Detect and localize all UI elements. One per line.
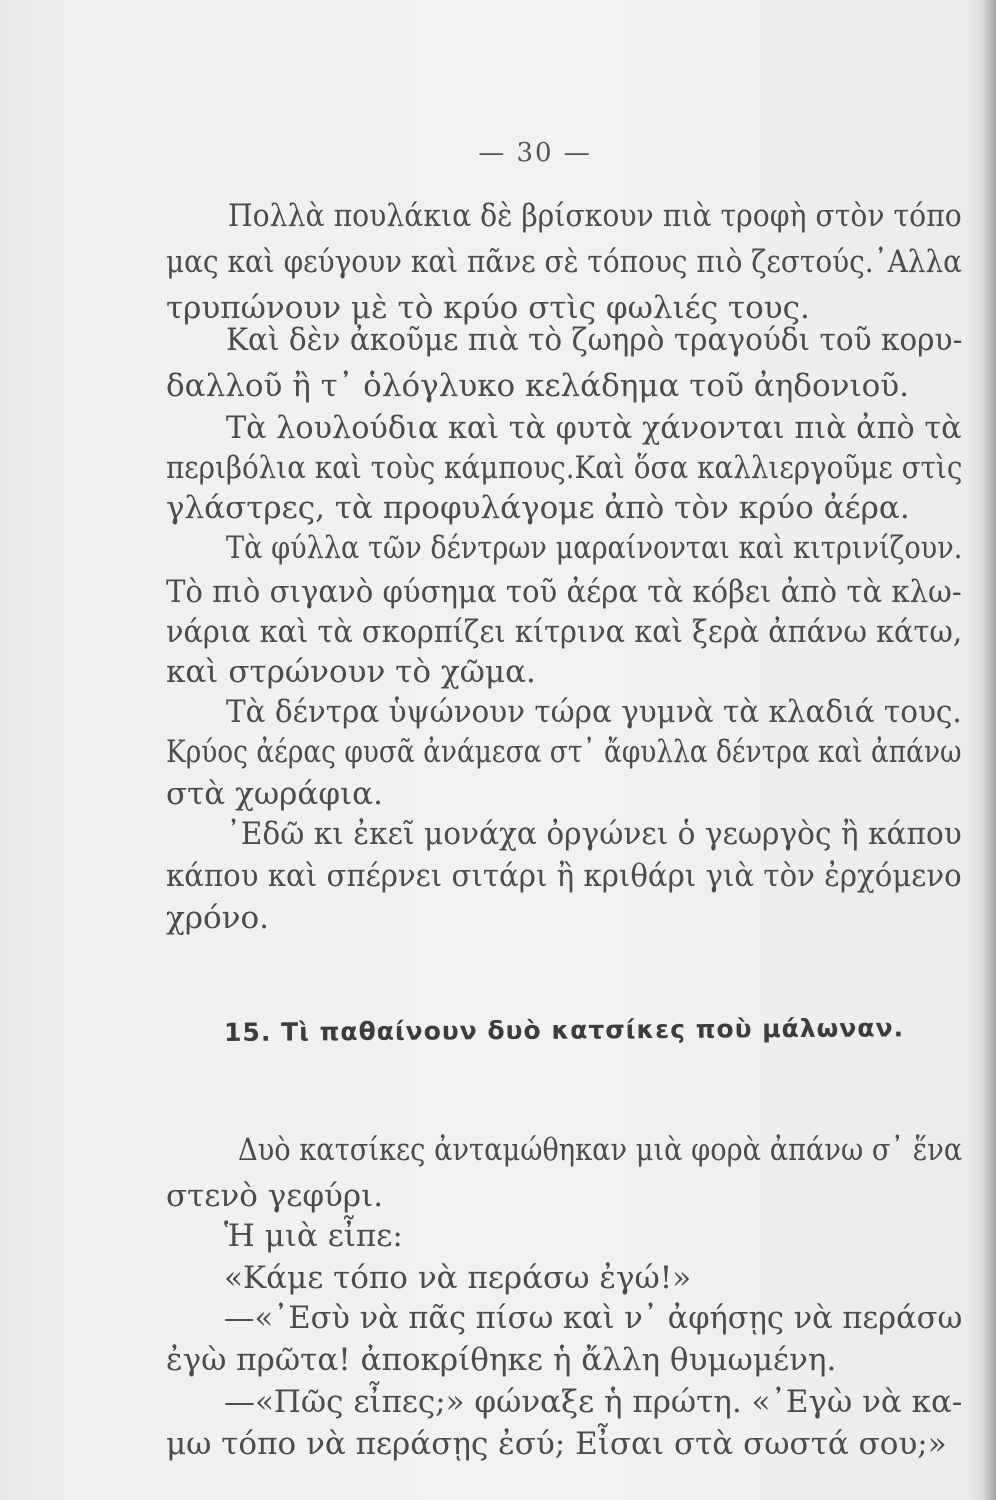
page-edge-shadow	[968, 0, 996, 1500]
text-line: —«Πῶς εἶπες;» φώναξε ἡ πρώτη. «᾿Εγὼ νὰ κα-	[224, 1384, 963, 1420]
text-line: μας καὶ φεύγουν καὶ πᾶνε σὲ τόπους πιὸ ζεστούς.᾿Αλλα	[166, 244, 963, 280]
text-line: ᾿Εδῶ κι ἐκεῖ μονάχα ὀργώνει ὁ γεωργὸς ἢ κάπου	[226, 816, 962, 852]
text-line: ἐγὼ πρῶτα! ἀποκρίθηκε ἡ ἄλλη θυμωμένη.	[166, 1342, 837, 1378]
text-line: δαλλοῦ ἢ τ᾿ ὁλόγλυκο κελάδημα τοῦ ἀηδονιοῦ.	[166, 368, 909, 404]
text-line: Τὰ φύλλα τῶν δέντρων μαραίνονται καὶ κιτρινίζουν.	[226, 530, 963, 566]
text-line: γλάστρες, τὰ προφυλάγομε ἀπὸ τὸν κρύο ἀέρα.	[166, 490, 910, 526]
text-line: τρυπώνουν μὲ τὸ κρύο στὶς φωλιές τους.	[166, 290, 810, 326]
text-line: Τὸ πιὸ σιγανὸ φύσημα τοῦ ἀέρα τὰ κόβει ἀπὸ τὰ κλω-	[166, 574, 962, 610]
text-line: Κρύος ἀέρας φυσᾶ ἀνάμεσα στ᾿ ἄφυλλα δέντρα καὶ ἀπάνω	[166, 734, 962, 770]
text-line: Πολλὰ πουλάκια δὲ βρίσκουν πιὰ τροφὴ στὸν τόπο	[228, 198, 962, 234]
page-number: — 30 —	[478, 138, 592, 168]
text-line: Ἡ μιὰ εἶπε:	[224, 1218, 403, 1254]
text-line: χρόνο.	[166, 900, 270, 936]
text-line: «Κάμε τόπο νὰ περάσω ἐγώ!»	[224, 1260, 692, 1296]
text-line: Τὰ δέντρα ὑψώνουν τώρα γυμνὰ τὰ κλαδιά τους.	[226, 694, 962, 730]
text-line: στενὸ γεφύρι.	[166, 1178, 384, 1214]
text-line: μω τόπο νὰ περάσῃς ἐσύ; Εἶσαι στὰ σωστά σου;»	[166, 1426, 947, 1462]
text-line: στὰ χωράφια.	[166, 776, 383, 812]
text-line: καὶ στρώνουν τὸ χῶμα.	[166, 654, 536, 690]
text-line: —«᾿Εσὺ νὰ πᾶς πίσω καὶ ν᾿ ἀφήσῃς νὰ περάσω	[224, 1300, 963, 1336]
text-line: Δυὸ κατσίκες ἀνταμώθηκαν μιὰ φορὰ ἀπάνω σ᾿ ἕνα	[238, 1132, 963, 1168]
text-line: νάρια καὶ τὰ σκορπίζει κίτρινα καὶ ξερὰ ἀπάνω κάτω,	[166, 614, 962, 650]
section-heading: 15. Τὶ παθαίνουν δυὸ κατσίκες ποὺ μάλωναν.	[224, 1013, 905, 1047]
text-line: κάπου καὶ σπέρνει σιτάρι ἢ κριθάρι γιὰ τὸν ἐρχόμενο	[166, 858, 962, 894]
text-line: Τὰ λουλούδια καὶ τὰ φυτὰ χάνονται πιὰ ἀπὸ τὰ	[226, 410, 962, 446]
text-line: Καὶ δὲν ἀκοῦμε πιὰ τὸ ζωηρὸ τραγούδι τοῦ κορυ-	[226, 322, 963, 358]
text-line: περιβόλια καὶ τοὺς κάμπους.Καὶ ὅσα καλλιεργοῦμε στὶς	[166, 450, 963, 486]
